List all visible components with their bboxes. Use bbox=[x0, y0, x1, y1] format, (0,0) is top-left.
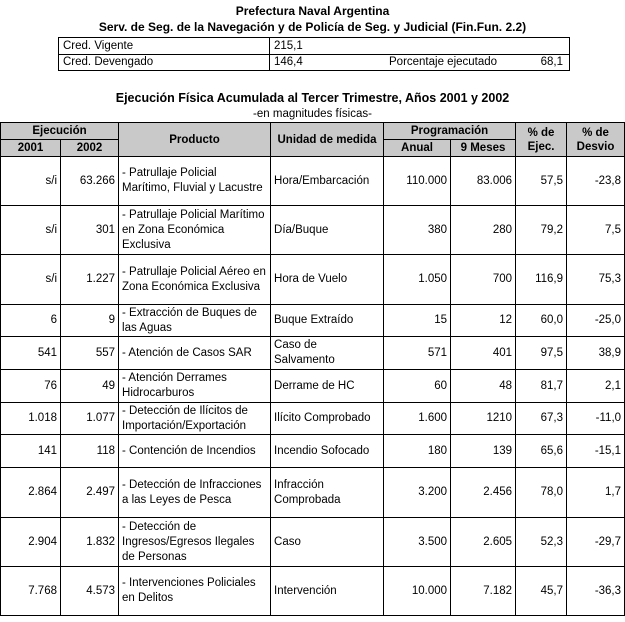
cell-2002: 63.266 bbox=[61, 157, 119, 206]
cell-2002: 9 bbox=[61, 305, 119, 337]
cell-producto: - Detección de Ilícitos de Importación/Exportación bbox=[119, 403, 271, 435]
header-producto: Producto bbox=[119, 123, 271, 157]
cell-9-meses: 700 bbox=[451, 255, 516, 305]
cell-producto: - Detección de Ingresos/Egresos Ilegales de Personas bbox=[119, 518, 271, 567]
cell-2001: 1.018 bbox=[1, 403, 61, 435]
cell-producto: - Patrullaje Policial Marítimo, Fluvial y Lacustre bbox=[119, 157, 271, 206]
cell-anual: 3.200 bbox=[384, 468, 451, 518]
cell-9-meses: 12 bbox=[451, 305, 516, 337]
cell-2001: 2.904 bbox=[1, 518, 61, 567]
cell-anual: 380 bbox=[384, 206, 451, 255]
cell-9-meses: 48 bbox=[451, 370, 516, 403]
cell-9-meses: 401 bbox=[451, 337, 516, 370]
table-row bbox=[1, 305, 625, 337]
cell-2002: 49 bbox=[61, 370, 119, 403]
cell-pct-ejec: 97,5 bbox=[516, 337, 567, 370]
cell-anual: 15 bbox=[384, 305, 451, 337]
cell-unidad: Hora/Embarcación bbox=[271, 157, 384, 206]
cell-pct-ejec: 78,0 bbox=[516, 468, 567, 518]
cell-unidad: Ilícito Comprobado bbox=[271, 403, 384, 435]
cell-anual: 110.000 bbox=[384, 157, 451, 206]
cell-9-meses: 1210 bbox=[451, 403, 516, 435]
execution-table bbox=[0, 122, 625, 616]
credits-box bbox=[58, 37, 570, 71]
cell-pct-desvio: -11,0 bbox=[567, 403, 625, 435]
cred-vigente-value: 215,1 bbox=[274, 40, 303, 52]
cell-unidad: Caso de Salvamento bbox=[271, 337, 384, 370]
cell-unidad: Hora de Vuelo bbox=[271, 255, 384, 305]
table-row bbox=[1, 518, 625, 567]
cell-pct-ejec: 116,9 bbox=[516, 255, 567, 305]
cell-2001: 141 bbox=[1, 435, 61, 468]
cell-2002: 1.077 bbox=[61, 403, 119, 435]
cred-devengado-label: Cred. Devengado bbox=[63, 56, 154, 68]
cell-2001: s/i bbox=[1, 206, 61, 255]
cell-2002: 118 bbox=[61, 435, 119, 468]
cell-unidad: Intervención bbox=[271, 567, 384, 616]
cell-anual: 571 bbox=[384, 337, 451, 370]
cell-unidad: Incendio Sofocado bbox=[271, 435, 384, 468]
cell-pct-ejec: 45,7 bbox=[516, 567, 567, 616]
cell-2002: 1.227 bbox=[61, 255, 119, 305]
credit-row-vigente bbox=[59, 38, 569, 55]
section-title: Ejecución Física Acumulada al Tercer Trimestre, Años 2001 y 2002 bbox=[115, 91, 510, 105]
cell-anual: 1.050 bbox=[384, 255, 451, 305]
program-title: Serv. de Seg. de la Navegación y de Policía de Seg. y Judicial (Fin.Fun. 2.2) bbox=[98, 20, 527, 34]
cell-pct-desvio: 75,3 bbox=[567, 255, 625, 305]
cell-pct-desvio: -29,7 bbox=[567, 518, 625, 567]
cell-pct-desvio: 7,5 bbox=[567, 206, 625, 255]
cell-pct-ejec: 57,5 bbox=[516, 157, 567, 206]
cell-unidad: Caso bbox=[271, 518, 384, 567]
cell-9-meses: 139 bbox=[451, 435, 516, 468]
cell-2002: 2.497 bbox=[61, 468, 119, 518]
table-row bbox=[1, 403, 625, 435]
cell-anual: 1.600 bbox=[384, 403, 451, 435]
cell-9-meses: 2.605 bbox=[451, 518, 516, 567]
cell-unidad: Día/Buque bbox=[271, 206, 384, 255]
cell-2001: 2.864 bbox=[1, 468, 61, 518]
porcentaje-label: Porcentaje ejecutado bbox=[389, 56, 498, 68]
cell-unidad: Derrame de HC bbox=[271, 370, 384, 403]
cell-9-meses: 7.182 bbox=[451, 567, 516, 616]
section-subtitle: -en magnitudes físicas- bbox=[253, 108, 372, 120]
cell-2002: 557 bbox=[61, 337, 119, 370]
cell-pct-desvio: -23,8 bbox=[567, 157, 625, 206]
header-pct-ejec: % de Ejec. bbox=[516, 123, 567, 157]
header-ejecucion: Ejecución bbox=[1, 123, 119, 140]
table-row bbox=[1, 468, 625, 518]
cell-anual: 3.500 bbox=[384, 518, 451, 567]
header-anual: Anual bbox=[384, 140, 451, 157]
cell-pct-ejec: 79,2 bbox=[516, 206, 567, 255]
cell-producto: - Atención de Casos SAR bbox=[119, 337, 271, 370]
cell-anual: 180 bbox=[384, 435, 451, 468]
header-pct-desvio: % de Desvio bbox=[567, 123, 625, 157]
org-title: Prefectura Naval Argentina bbox=[235, 4, 390, 18]
credit-divider bbox=[269, 38, 270, 70]
header-unidad: Unidad de medida bbox=[271, 123, 384, 157]
cell-pct-desvio: 1,7 bbox=[567, 468, 625, 518]
cell-pct-ejec: 81,7 bbox=[516, 370, 567, 403]
cell-pct-desvio: -25,0 bbox=[567, 305, 625, 337]
porcentaje-value: 68,1 bbox=[540, 56, 563, 68]
cell-2001: 76 bbox=[1, 370, 61, 403]
table-row bbox=[1, 157, 625, 206]
header-programacion: Programación bbox=[384, 123, 516, 140]
table-row bbox=[1, 337, 625, 370]
cell-2001: s/i bbox=[1, 255, 61, 305]
cell-pct-desvio: 2,1 bbox=[567, 370, 625, 403]
cell-pct-ejec: 67,3 bbox=[516, 403, 567, 435]
cred-vigente-label: Cred. Vigente bbox=[63, 40, 134, 52]
cell-9-meses: 280 bbox=[451, 206, 516, 255]
cell-anual: 10.000 bbox=[384, 567, 451, 616]
header-2001: 2001 bbox=[1, 140, 61, 157]
cell-9-meses: 2.456 bbox=[451, 468, 516, 518]
table-row bbox=[1, 255, 625, 305]
cell-pct-desvio: -36,3 bbox=[567, 567, 625, 616]
credit-row-devengado bbox=[59, 54, 569, 70]
cell-producto: - Intervenciones Policiales en Delitos bbox=[119, 567, 271, 616]
cell-producto: - Extracción de Buques de las Aguas bbox=[119, 305, 271, 337]
cell-2002: 301 bbox=[61, 206, 119, 255]
cell-pct-ejec: 52,3 bbox=[516, 518, 567, 567]
cell-producto: - Patrullaje Policial Aéreo en Zona Económica Exclusiva bbox=[119, 255, 271, 305]
cell-2001: 6 bbox=[1, 305, 61, 337]
cell-pct-ejec: 65,6 bbox=[516, 435, 567, 468]
table-row bbox=[1, 435, 625, 468]
cell-2001: 7.768 bbox=[1, 567, 61, 616]
header-2002: 2002 bbox=[61, 140, 119, 157]
table-row bbox=[1, 370, 625, 403]
cell-pct-ejec: 60,0 bbox=[516, 305, 567, 337]
cell-unidad: Infracción Comprobada bbox=[271, 468, 384, 518]
table-row bbox=[1, 206, 625, 255]
cell-2001: 541 bbox=[1, 337, 61, 370]
cell-2002: 4.573 bbox=[61, 567, 119, 616]
cell-unidad: Buque Extraído bbox=[271, 305, 384, 337]
table-row bbox=[1, 567, 625, 616]
cell-pct-desvio: -15,1 bbox=[567, 435, 625, 468]
cell-2001: s/i bbox=[1, 157, 61, 206]
cell-anual: 60 bbox=[384, 370, 451, 403]
cred-devengado-value: 146,4 bbox=[274, 56, 303, 68]
cell-producto: - Atención Derrames Hidrocarburos bbox=[119, 370, 271, 403]
cell-producto: - Contención de Incendios bbox=[119, 435, 271, 468]
cell-2002: 1.832 bbox=[61, 518, 119, 567]
cell-producto: - Detección de Infracciones a las Leyes de Pesca bbox=[119, 468, 271, 518]
cell-9-meses: 83.006 bbox=[451, 157, 516, 206]
cell-producto: - Patrullaje Policial Marítimo en Zona Económica Exclusiva bbox=[119, 206, 271, 255]
cell-pct-desvio: 38,9 bbox=[567, 337, 625, 370]
header-9-meses: 9 Meses bbox=[451, 140, 516, 157]
